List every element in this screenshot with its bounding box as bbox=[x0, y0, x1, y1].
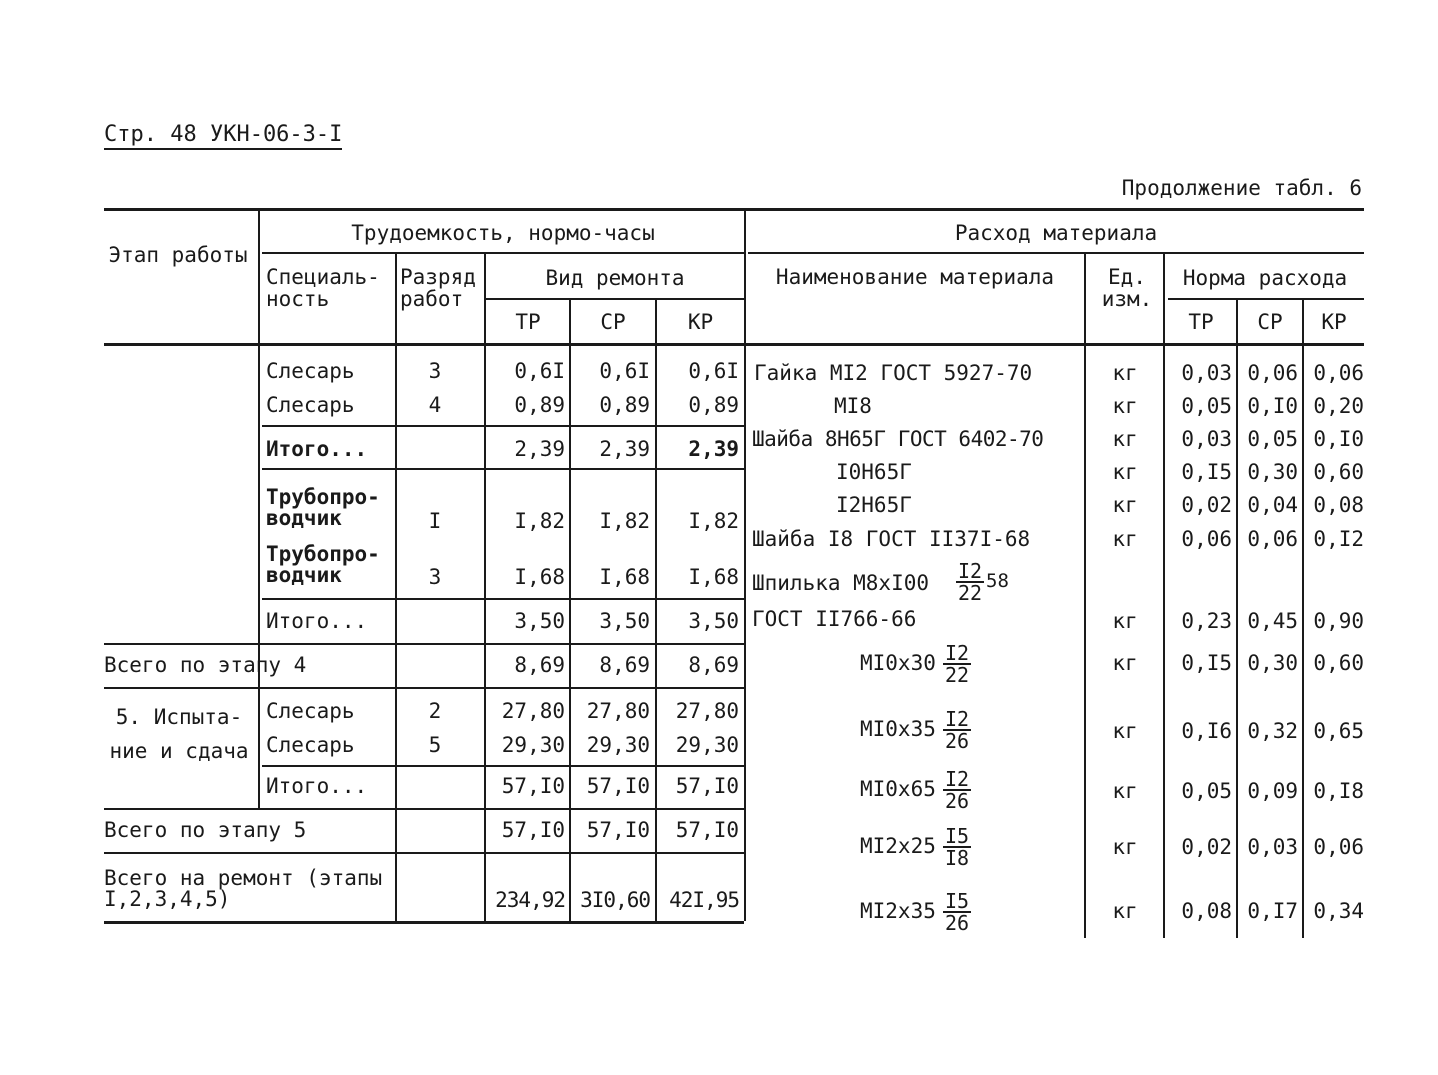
header-norm-tr: ТР bbox=[1188, 310, 1214, 334]
stage-cell: Всего по этапу 4 bbox=[104, 653, 307, 677]
length-fraction bbox=[943, 709, 971, 751]
norm-tr-cell: 0,03 bbox=[1181, 427, 1232, 451]
col-divider bbox=[258, 208, 260, 808]
norm-sr-cell: 0,03 bbox=[1247, 835, 1298, 859]
norm-kr-cell: 0,60 bbox=[1313, 460, 1364, 484]
fraction-denominator: I8 bbox=[944, 846, 970, 870]
fraction-denominator: 22 bbox=[944, 663, 970, 687]
tr-cell: 3,50 bbox=[514, 609, 565, 633]
col-divider bbox=[1163, 252, 1165, 938]
norm-kr-cell: 0,20 bbox=[1313, 394, 1364, 418]
fraction-denominator: 26 bbox=[944, 789, 970, 813]
sr-cell: 8,69 bbox=[599, 653, 650, 677]
header-labor-group: Трудоемкость, нормо-часы bbox=[351, 221, 655, 245]
tr-cell: 0,6I bbox=[514, 359, 565, 383]
grade-cell: 3 bbox=[428, 565, 442, 589]
header-norm: Норма расхода bbox=[1182, 266, 1348, 290]
grade-cell: 3 bbox=[428, 359, 442, 383]
tr-cell: 2,39 bbox=[514, 437, 565, 461]
sr-cell: 57,I0 bbox=[586, 774, 650, 798]
norm-rule bbox=[1168, 298, 1364, 300]
material-name-cell: MI8 bbox=[834, 394, 872, 418]
material-name-cell: MI2x35 bbox=[860, 899, 936, 923]
fraction-numerator: I2 bbox=[944, 707, 970, 731]
norm-kr-cell: 0,90 bbox=[1313, 609, 1364, 633]
tr-cell: 29,30 bbox=[501, 733, 565, 757]
norm-tr-cell: 0,06 bbox=[1181, 527, 1232, 551]
header-material-name: Наименование материала bbox=[775, 265, 1055, 289]
unit-cell: кг bbox=[1112, 527, 1138, 551]
material-name-cell: ГОСТ II766-66 bbox=[752, 607, 917, 631]
material-name-cell: Гайка MI2 ГОСТ 5927-70 bbox=[754, 361, 1033, 385]
norm-tr-cell: 0,03 bbox=[1181, 361, 1232, 385]
sr-cell: 0,89 bbox=[599, 393, 650, 417]
norm-sr-cell: 0,09 bbox=[1247, 779, 1298, 803]
row-rule bbox=[262, 425, 744, 427]
norm-kr-cell: 0,60 bbox=[1313, 651, 1364, 675]
kr-cell: 27,80 bbox=[675, 699, 739, 723]
kr-cell: 42I,95 bbox=[669, 888, 739, 912]
col-divider bbox=[744, 208, 746, 921]
specialty-cell: Трубопро- водчик bbox=[266, 542, 380, 587]
unit-cell: кг bbox=[1112, 609, 1138, 633]
sr-cell: 27,80 bbox=[586, 699, 650, 723]
grade-cell: 5 bbox=[428, 733, 442, 757]
norm-tr-cell: 0,23 bbox=[1181, 609, 1232, 633]
col-divider bbox=[395, 252, 397, 921]
stage-cell: 5. Испыта- ние и сдача bbox=[109, 705, 249, 763]
labor-subheader-rule bbox=[262, 252, 744, 254]
grade-cell: I bbox=[428, 509, 442, 533]
row-rule bbox=[104, 643, 744, 645]
norm-tr-cell: 0,02 bbox=[1181, 493, 1232, 517]
norm-kr-cell: 0,I8 bbox=[1313, 779, 1364, 803]
norm-tr-cell: 0,05 bbox=[1181, 779, 1232, 803]
material-name-cell: MI2x25 bbox=[860, 834, 936, 858]
specialty-cell: Итого... bbox=[266, 774, 368, 798]
kr-cell: 0,6I bbox=[688, 359, 739, 383]
fraction-denominator: 22 bbox=[957, 581, 983, 605]
material-name-cell: Шайба I8 ГОСТ II37I-68 bbox=[752, 527, 1031, 551]
tr-cell: 234,92 bbox=[495, 888, 565, 912]
page-reference: Стр. 48 УКН-06-3-I bbox=[104, 122, 342, 150]
header-specialty: Специаль- ность bbox=[266, 265, 380, 311]
norm-sr-cell: 0,30 bbox=[1247, 651, 1298, 675]
norm-sr-cell: 0,I7 bbox=[1247, 899, 1298, 923]
material-name-cell: Шайба 8Н65Г ГОСТ 6402-70 bbox=[752, 427, 1044, 451]
norm-kr-cell: 0,I2 bbox=[1313, 527, 1364, 551]
material-name-cell: MI0x30 bbox=[860, 651, 936, 675]
kr-cell: 57,I0 bbox=[675, 818, 739, 842]
material-suffix: 58 bbox=[986, 570, 1009, 592]
kr-cell: I,82 bbox=[688, 509, 739, 533]
norm-tr-cell: 0,I5 bbox=[1181, 460, 1232, 484]
kr-cell: 2,39 bbox=[688, 437, 739, 461]
norm-sr-cell: 0,32 bbox=[1247, 719, 1298, 743]
material-name-cell: MI0x65 bbox=[860, 777, 936, 801]
tr-cell: 27,80 bbox=[501, 699, 565, 723]
length-fraction bbox=[943, 769, 971, 811]
specialty-cell: Итого... bbox=[266, 437, 368, 461]
row-rule bbox=[104, 687, 744, 689]
row-rule bbox=[262, 765, 744, 767]
norm-kr-cell: 0,06 bbox=[1313, 361, 1364, 385]
header-material-group: Расход материала bbox=[954, 221, 1158, 245]
sr-cell: I,68 bbox=[599, 565, 650, 589]
norm-sr-cell: 0,06 bbox=[1247, 361, 1298, 385]
norm-tr-cell: 0,I6 bbox=[1181, 719, 1232, 743]
top-rule bbox=[104, 208, 1364, 211]
length-fraction bbox=[943, 643, 971, 685]
fraction-numerator: I5 bbox=[944, 824, 970, 848]
sr-cell: 29,30 bbox=[586, 733, 650, 757]
tr-cell: 0,89 bbox=[514, 393, 565, 417]
table-continuation-label: Продолжение табл. 6 bbox=[1121, 176, 1362, 200]
unit-cell: кг bbox=[1112, 361, 1138, 385]
norm-tr-cell: 0,I5 bbox=[1181, 651, 1232, 675]
stage-cell: Всего на ремонт (этапы I,2,3,4,5) bbox=[104, 866, 383, 911]
sr-cell: 3I0,60 bbox=[580, 888, 650, 912]
material-name-cell: I0Н65Г bbox=[836, 460, 912, 484]
unit-cell: кг bbox=[1112, 651, 1138, 675]
tr-cell: I,82 bbox=[514, 509, 565, 533]
fraction-denominator: 26 bbox=[944, 911, 970, 935]
kr-cell: 8,69 bbox=[688, 653, 739, 677]
row-rule bbox=[262, 598, 744, 600]
header-repair-type: Вид ремонта bbox=[545, 266, 685, 290]
unit-cell: кг bbox=[1112, 779, 1138, 803]
kr-cell: 0,89 bbox=[688, 393, 739, 417]
sr-cell: 2,39 bbox=[599, 437, 650, 461]
tr-cell: 57,I0 bbox=[501, 818, 565, 842]
norm-kr-cell: 0,06 bbox=[1313, 835, 1364, 859]
col-divider bbox=[1084, 252, 1086, 938]
norm-tr-cell: 0,05 bbox=[1181, 394, 1232, 418]
specialty-cell: Слесарь bbox=[266, 733, 355, 757]
stage-cell: Всего по этапу 5 bbox=[104, 818, 307, 842]
length-fraction bbox=[943, 891, 971, 933]
fraction-numerator: I5 bbox=[944, 889, 970, 913]
kr-cell: I,68 bbox=[688, 565, 739, 589]
norm-sr-cell: 0,06 bbox=[1247, 527, 1298, 551]
header-unit: Ед. изм. bbox=[1101, 265, 1153, 311]
norm-kr-cell: 0,34 bbox=[1313, 899, 1364, 923]
unit-cell: кг bbox=[1112, 719, 1138, 743]
specialty-cell: Слесарь bbox=[266, 393, 355, 417]
specialty-cell: Трубопро- водчик bbox=[266, 485, 380, 530]
header-sr: СР bbox=[600, 310, 626, 334]
material-name-cell: I2Н65Г bbox=[836, 493, 912, 517]
header-grade: Разряд работ bbox=[400, 265, 476, 311]
norm-sr-cell: 0,04 bbox=[1247, 493, 1298, 517]
tr-cell: 57,I0 bbox=[501, 774, 565, 798]
norm-tr-cell: 0,02 bbox=[1181, 835, 1232, 859]
length-fraction bbox=[956, 561, 984, 603]
tr-cell: 8,69 bbox=[514, 653, 565, 677]
sr-cell: I,82 bbox=[599, 509, 650, 533]
norm-sr-cell: 0,45 bbox=[1247, 609, 1298, 633]
fraction-denominator: 26 bbox=[944, 729, 970, 753]
specialty-cell: Слесарь bbox=[266, 699, 355, 723]
unit-cell: кг bbox=[1112, 460, 1138, 484]
unit-cell: кг bbox=[1112, 394, 1138, 418]
header-bottom-rule bbox=[104, 343, 1364, 346]
kr-cell: 57,I0 bbox=[675, 774, 739, 798]
material-name-cell: MI0x35 bbox=[860, 717, 936, 741]
labor-bottom-rule bbox=[104, 921, 744, 924]
tr-cell: I,68 bbox=[514, 565, 565, 589]
header-kr: КР bbox=[687, 310, 714, 334]
unit-cell: кг bbox=[1112, 493, 1138, 517]
fraction-numerator: I2 bbox=[944, 767, 970, 791]
fraction-numerator: I2 bbox=[944, 641, 970, 665]
row-rule bbox=[104, 852, 744, 854]
material-name-cell: Шпилька M8xI00 bbox=[752, 571, 930, 595]
norm-tr-cell: 0,08 bbox=[1181, 899, 1232, 923]
header-norm-sr: СР bbox=[1257, 310, 1283, 334]
header-tr: ТР bbox=[515, 310, 541, 334]
norm-sr-cell: 0,I0 bbox=[1247, 394, 1298, 418]
sr-cell: 3,50 bbox=[599, 609, 650, 633]
norm-sr-cell: 0,30 bbox=[1247, 460, 1298, 484]
norm-kr-cell: 0,08 bbox=[1313, 493, 1364, 517]
norm-sr-cell: 0,05 bbox=[1247, 427, 1298, 451]
row-rule bbox=[104, 808, 744, 810]
norm-kr-cell: 0,65 bbox=[1313, 719, 1364, 743]
unit-cell: кг bbox=[1112, 835, 1138, 859]
kr-cell: 3,50 bbox=[688, 609, 739, 633]
material-subheader-rule bbox=[748, 252, 1364, 254]
grade-cell: 2 bbox=[428, 699, 442, 723]
grade-cell: 4 bbox=[428, 393, 442, 417]
repair-type-rule bbox=[486, 298, 744, 300]
specialty-cell: Слесарь bbox=[266, 359, 355, 383]
sr-cell: 57,I0 bbox=[586, 818, 650, 842]
unit-cell: кг bbox=[1112, 427, 1138, 451]
header-stage: Этап работы bbox=[108, 243, 248, 267]
unit-cell: кг bbox=[1112, 899, 1138, 923]
fraction-numerator: I2 bbox=[957, 559, 983, 583]
sr-cell: 0,6I bbox=[599, 359, 650, 383]
specialty-cell: Итого... bbox=[266, 609, 368, 633]
length-fraction bbox=[943, 826, 971, 868]
header-norm-kr: КР bbox=[1321, 310, 1347, 334]
kr-cell: 29,30 bbox=[675, 733, 739, 757]
row-rule bbox=[262, 468, 744, 470]
norm-kr-cell: 0,I0 bbox=[1313, 427, 1364, 451]
